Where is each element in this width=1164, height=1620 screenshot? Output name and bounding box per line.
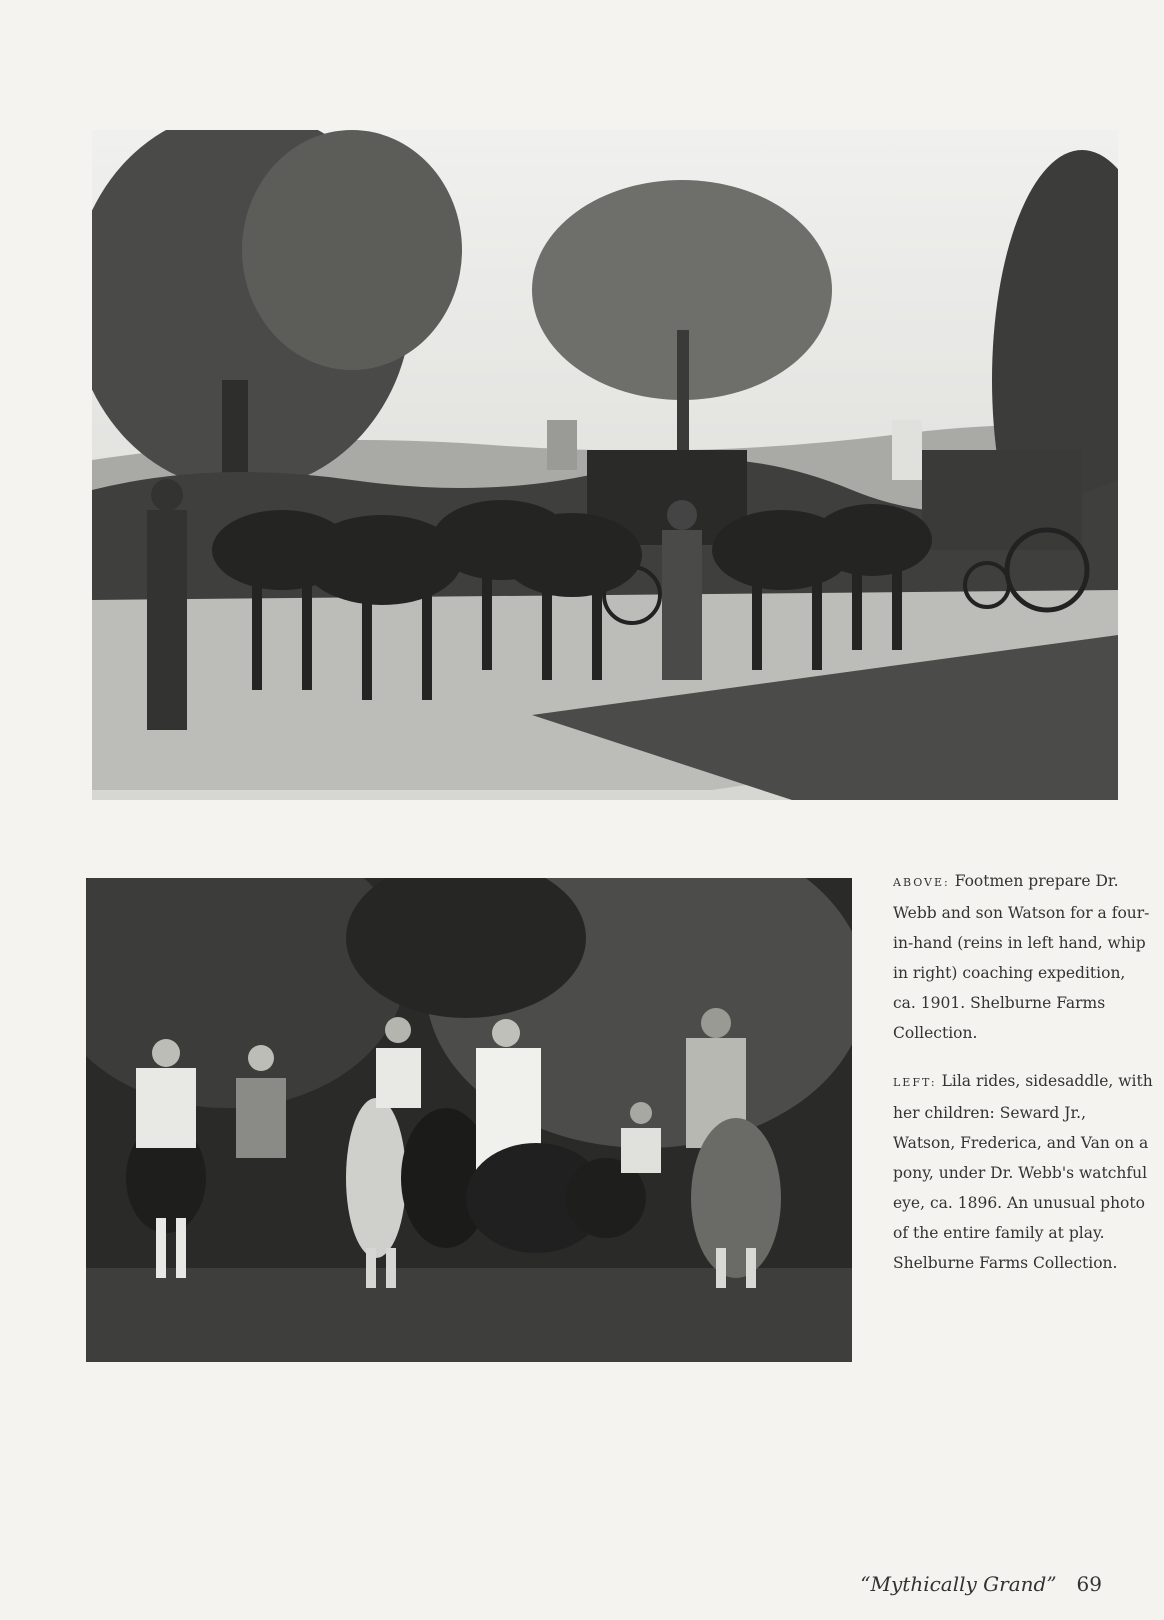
family-riders-photo (86, 878, 852, 1362)
caption-left (893, 1066, 1153, 1278)
page-footer (860, 1572, 1102, 1596)
caption-above-lead: ABOVE: (893, 876, 950, 889)
caption-left-lead: LEFT: (893, 1076, 937, 1089)
coaching-photo (92, 130, 1118, 800)
caption-left-text: Lila rides, sidesaddle, with her children: Seward Jr., Watson, Frederica, and Van on a pony, under Dr. Webb's watchful eye, ca. 1896. An unusual photo of the entire family at play. Shelburne Farms Collection. (893, 1072, 1153, 1272)
coaching-photo-icon (92, 130, 1118, 800)
family-riders-photo-icon (86, 878, 852, 1362)
page-number: 69 (1076, 1572, 1102, 1596)
caption-above (893, 866, 1153, 1048)
running-title: “Mythically Grand” (860, 1572, 1057, 1596)
caption-above-text: Footmen prepare Dr. Webb and son Watson for a four-in-hand (reins in left hand, whip in right) coaching expedition, ca. 1901. Shelburne Farms Collection. (893, 872, 1150, 1042)
